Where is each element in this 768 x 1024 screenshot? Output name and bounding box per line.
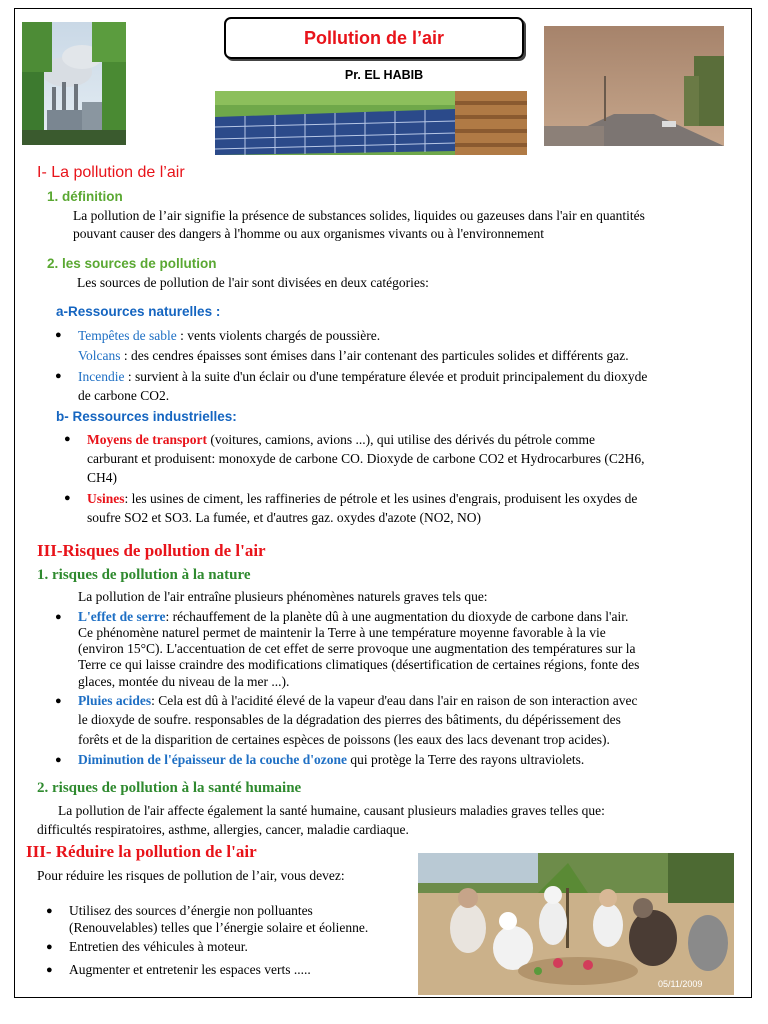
factories-desc-2: soufre SO2 et SO3. La fumée, et d'autres gaz. oxydes d'azote (NO2, NO)	[87, 510, 481, 525]
industrial-resources-heading: b- Ressources industrielles:	[56, 409, 237, 424]
health-text-1: La pollution de l'air affecte également la santé humaine, causant plusieurs maladies graves telles que:	[58, 803, 605, 818]
acid-rain-term: Pluies acides	[78, 693, 152, 708]
list-item-cont: (Renouvelables) telles que l’énergie solaire et éolienne.	[69, 920, 369, 935]
greenhouse-desc-3: (environ 15°C). L'accentuation de cet effet de serre provoque une augmentation des températures sur la	[78, 641, 636, 656]
sandstorm-desc: : vents violents chargés de poussière.	[176, 328, 381, 343]
bullet-icon: ●	[55, 754, 62, 766]
list-item	[78, 750, 584, 769]
factory-photo	[22, 22, 126, 145]
transport-desc-2: carburant et produisent: monoxyde de carbone CO. Dioxyde de carbone CO2 et Hydrocarbures (C2H6,	[87, 451, 645, 466]
ozone-term: Diminution de l'épaisseur de la couche d'ozone	[78, 752, 348, 767]
nature-risks-heading: 1. risques de pollution à la nature	[37, 567, 251, 583]
volcano-term: Volcans	[78, 348, 121, 363]
definition-heading: 1. définition	[47, 189, 123, 204]
bullet-icon: ●	[46, 905, 53, 917]
sources-text: Les sources de pollution de l'air sont divisées en deux catégories:	[77, 275, 429, 290]
section-1-title: I- La pollution de l’air	[37, 164, 185, 181]
section-2-title: III-Risques de pollution de l'air	[37, 541, 266, 560]
bullet-icon: ●	[55, 370, 62, 382]
nature-intro: La pollution de l'air entraîne plusieurs phénomènes naturels graves tels que:	[78, 589, 488, 604]
health-risks-heading: 2. risques de pollution à la santé humaine	[37, 780, 302, 796]
tree-planting-photo	[418, 853, 734, 995]
greenhouse-term: L'effet de serre	[78, 609, 166, 624]
acid-rain-desc-3: forêts et de la disparition de certaines espèces de poissons (les eaux des lacs devenant trop acides).	[78, 732, 610, 747]
list-item	[87, 489, 637, 508]
factories-term: Usines	[87, 491, 125, 506]
section-3-title: III- Réduire la pollution de l'air	[26, 842, 257, 861]
health-text-2: difficultés respiratoires, asthme, allergies, cancer, maladie cardiaque.	[37, 822, 409, 837]
definition-line-2: pouvant causer des dangers à l'homme ou aux organismes vivants ou à l'environnement	[73, 226, 544, 241]
transport-term: Moyens de transport	[87, 432, 207, 447]
bullet-icon: ●	[55, 695, 62, 707]
document-title	[224, 17, 524, 59]
list-item	[78, 367, 647, 386]
acid-rain-desc-2: le dioxyde de soufre. responsables de la dégradation des pierres des bâtiments, du dépérissement des	[78, 712, 621, 727]
list-item	[87, 430, 595, 449]
sources-heading: 2. les sources de pollution	[47, 256, 217, 271]
transport-desc-3: CH4)	[87, 470, 117, 485]
sandstorm-photo	[544, 26, 724, 146]
volcano-desc: : des cendres épaisses sont émises dans l’air contenant des particules solides et différents gaz.	[120, 348, 629, 363]
bullet-icon: ●	[64, 433, 71, 445]
ozone-desc: qui protège la Terre des rayons ultraviolets.	[347, 752, 585, 767]
reduce-intro: Pour réduire les risques de pollution de l’air, vous devez:	[37, 868, 345, 883]
list-item: Augmenter et entretenir les espaces verts .....	[69, 962, 311, 977]
bullet-icon: ●	[55, 329, 62, 341]
factories-desc: : les usines de ciment, les raffineries de pétrole et les usines d'engrais, produisent les oxydes de	[124, 491, 638, 506]
transport-desc: (voitures, camions, avions ...), qui utilise des dérivés du pétrole comme	[207, 432, 596, 447]
list-item: Entretien des véhicules à moteur.	[69, 939, 248, 954]
bullet-icon: ●	[64, 492, 71, 504]
acid-rain-desc: : Cela est dû à l'acidité élevé de la vapeur d'eau dans l'air en raison de son interaction avec	[151, 693, 638, 708]
list-item	[78, 346, 629, 365]
natural-resources-heading: a-Ressources naturelles :	[56, 304, 221, 319]
greenhouse-desc-5: glaces, montée du niveau de la mer ...).	[78, 674, 290, 689]
greenhouse-desc-4: Terre ce qui laisse craindre des modifications climatiques (désertification de certaines régions, fonte des	[78, 657, 640, 672]
title-text: Pollution de l’air	[303, 27, 444, 48]
sandstorm-term: Tempêtes de sable	[78, 328, 177, 343]
bullet-icon: ●	[46, 941, 53, 953]
list-item	[78, 691, 637, 710]
photo-date: 05/11/2009	[658, 979, 703, 989]
solar-panels-photo	[215, 91, 527, 155]
list-item	[78, 326, 380, 345]
list-item: Utilisez des sources d’énergie non polluantes	[69, 903, 313, 918]
bullet-icon: ●	[46, 964, 53, 976]
greenhouse-desc-2: Ce phénomène naturel permet de maintenir la Terre à une température moyenne favorable à la vie	[78, 625, 606, 640]
definition-line-1: La pollution de l’air signifie la présence de substances solides, liquides ou gazeuses dans l'air en quantités	[73, 208, 645, 223]
author: Pr. EL HABIB	[344, 68, 424, 82]
greenhouse-desc: : réchauffement de la planète dû à une augmentation du dioxyde de carbone dans l'air.	[165, 609, 629, 624]
fire-term: Incendie	[78, 369, 125, 384]
bullet-icon: ●	[55, 611, 62, 623]
fire-desc-2: de carbone CO2.	[78, 388, 170, 403]
fire-desc: : survient à la suite d'un éclair ou d'une température élevée et produit principalement du dioxyde	[124, 369, 648, 384]
